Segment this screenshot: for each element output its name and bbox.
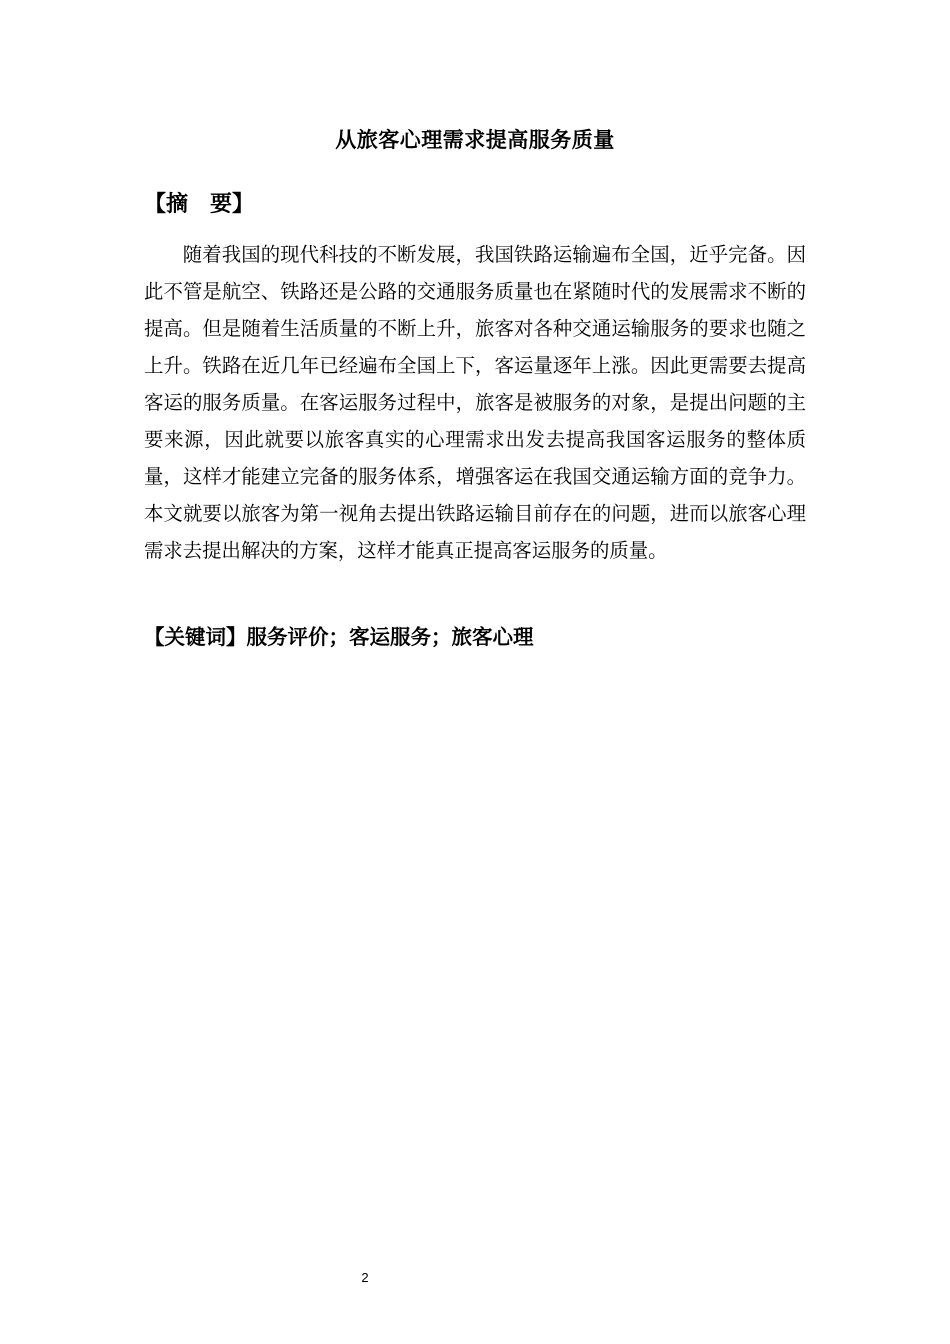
page-number: 2 bbox=[361, 1270, 369, 1285]
abstract-body: 随着我国的现代科技的不断发展，我国铁路运输遍布全国，近乎完备。因此不管是航空、铁路还是公路的交通服务质量也在紧随时代的发展需求不断的提高。但是随着生活质量的不断上升，旅客对各种交通运输服务的要求也随之上升。铁路在近几年已经遍布全国上下，客运量逐年上涨。因此更需要去提高客运的服务质量。在客运服务过程中，旅客是被服务的对象，是提出问题的主要来源，因此就要以旅客真实的心理需求出发去提高我国客运服务的整体质量，这样才能建立完备的服务体系，增强客运在我国交通运输方面的竞争力。本文就要以旅客为第一视角去提出铁路运输目前存在的问题，进而以旅客心理需求去提出解决的方案，这样才能真正提高客运服务的质量。 bbox=[144, 243, 806, 562]
paper-title: 从旅客心理需求提高服务质量 bbox=[335, 128, 615, 152]
abstract-heading: 【摘 要】 bbox=[144, 192, 255, 217]
keywords-line: 【关键词】服务评价；客运服务；旅客心理 bbox=[144, 625, 534, 649]
